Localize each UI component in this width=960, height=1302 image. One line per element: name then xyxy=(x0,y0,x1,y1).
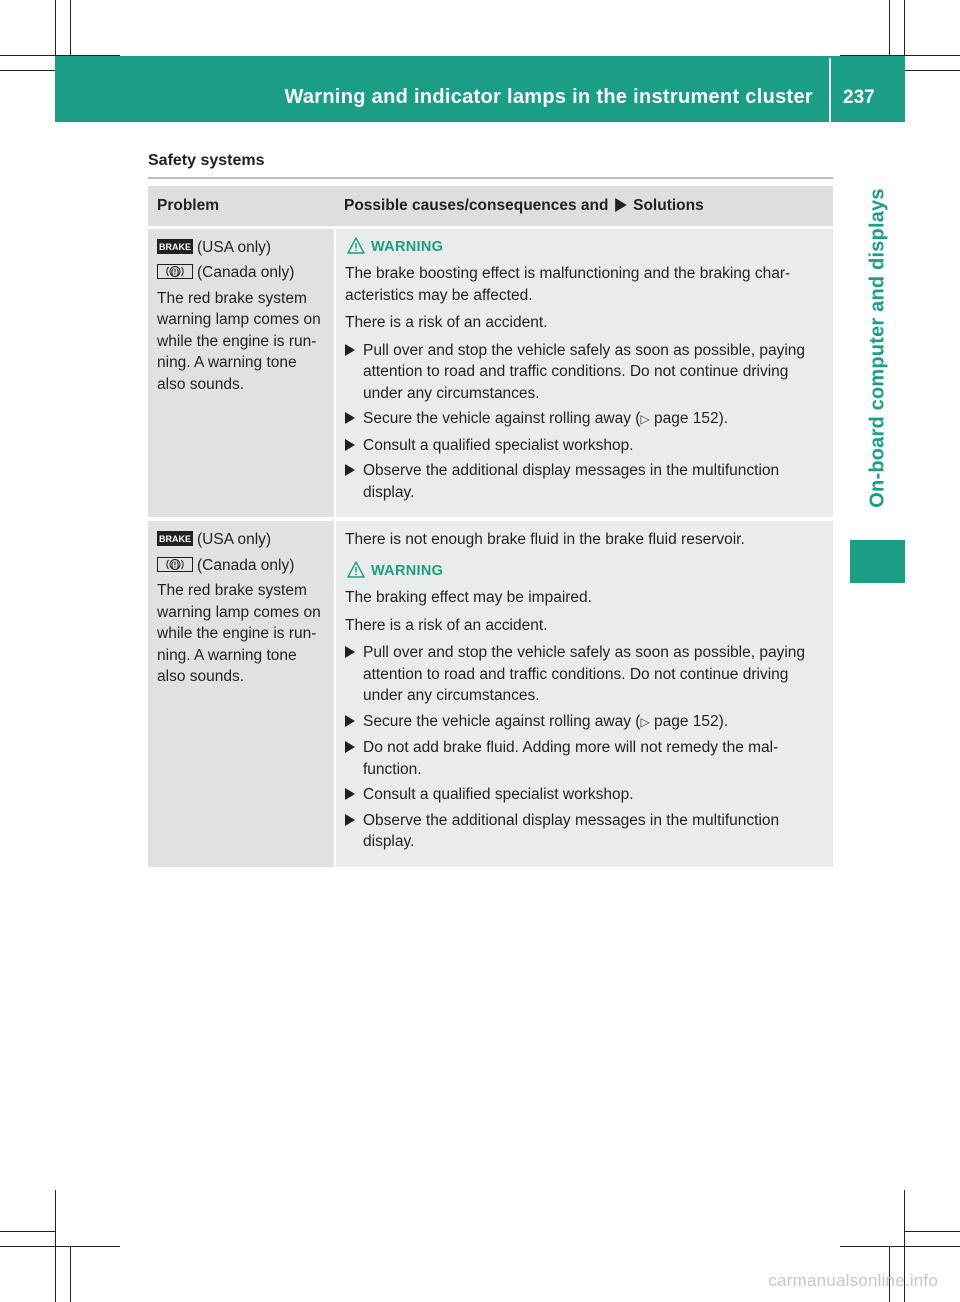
instruction-step xyxy=(345,711,825,734)
canada-only-text: (Canada only) xyxy=(197,556,295,574)
problem-solution-table xyxy=(148,186,833,867)
step-arrow-icon xyxy=(345,646,355,658)
brake-lamp-label: BRAKE xyxy=(158,534,192,544)
crop-mark xyxy=(840,1246,960,1247)
crop-mark xyxy=(70,0,71,55)
step-text: Pull over and stop the vehicle safely as soon as possible, paying attention to road and traffic conditions. Do not continue driving under any circumstances. xyxy=(363,644,806,704)
step-arrow-icon xyxy=(345,788,355,800)
warning-label: WARNING xyxy=(371,562,444,579)
arrow-right-icon xyxy=(615,198,627,212)
column-header-solutions-post: Solutions xyxy=(633,197,704,214)
warning-triangle-icon xyxy=(347,561,365,578)
column-header-solutions xyxy=(335,186,833,227)
page-reference-link[interactable]: page 152). xyxy=(653,410,729,427)
crop-mark xyxy=(0,1231,55,1232)
page-ref-icon: ▷ xyxy=(640,412,650,426)
usa-only-text: (USA only) xyxy=(197,238,272,256)
risk-text: There is a risk of an accident. xyxy=(345,314,548,331)
page-reference-link[interactable]: page 152). xyxy=(653,712,729,730)
instruction-step xyxy=(345,460,825,503)
warning-heading xyxy=(345,237,825,259)
problem-cell xyxy=(148,519,335,867)
crop-mark xyxy=(0,1246,120,1247)
crop-mark xyxy=(905,1231,960,1232)
step-arrow-icon xyxy=(345,715,355,727)
brake-warning-circle-icon xyxy=(157,264,193,279)
brake-lamp-icon xyxy=(157,531,193,546)
table-header-row xyxy=(148,186,833,227)
warning-heading xyxy=(345,561,825,583)
instruction-step xyxy=(345,737,825,780)
warning-text: The braking effect may be impaired. xyxy=(345,589,592,606)
canada-lamp-line xyxy=(157,262,326,284)
step-text: Do not add brake fluid. Adding more will not remedy the mal-function. xyxy=(363,739,779,778)
instruction-step xyxy=(345,784,825,806)
instruction-step xyxy=(345,408,825,431)
step-arrow-icon xyxy=(345,439,355,451)
page-ref-icon: ▷ xyxy=(640,714,650,729)
watermark: carmanualsonline.info xyxy=(768,1271,938,1290)
header-bar xyxy=(55,56,905,122)
step-text: Observe the additional display messages in the multifunction display. xyxy=(363,462,780,501)
step-arrow-icon xyxy=(345,412,355,424)
crop-mark xyxy=(70,1246,71,1302)
warning-label: WARNING xyxy=(371,238,444,255)
cause-text: There is not enough brake fluid in the brake fluid reservoir. xyxy=(345,531,745,548)
usa-only-text: (USA only) xyxy=(197,531,272,548)
instruction-step xyxy=(345,642,825,707)
side-tab-label: On-board computer and displays xyxy=(866,188,889,508)
solution-cell xyxy=(335,519,833,867)
step-text: Consult a qualified specialist workshop. xyxy=(363,436,634,454)
crop-mark xyxy=(889,0,890,55)
crop-mark xyxy=(0,70,55,71)
step-text: Secure the vehicle against rolling away ( xyxy=(363,712,641,730)
section-title: Safety systems xyxy=(148,152,265,169)
section-divider xyxy=(148,177,833,179)
step-text: Secure the vehicle against rolling away ( xyxy=(363,410,641,427)
crop-mark xyxy=(905,70,960,71)
step-text: Consult a qualified specialist workshop. xyxy=(363,786,634,803)
step-arrow-icon xyxy=(345,344,355,356)
brake-lamp-symbol: (!) xyxy=(171,560,179,569)
column-header-problem: Problem xyxy=(148,186,335,227)
step-text: Observe the additional display messages in the multifunction display. xyxy=(363,811,780,850)
table-row xyxy=(148,519,833,867)
table-row xyxy=(148,227,833,519)
warning-text: The brake boosting effect is malfunctioning and the braking char-acteristics may be affected. xyxy=(345,265,791,304)
usa-lamp-line xyxy=(157,237,326,259)
canada-lamp-line xyxy=(157,555,326,577)
crop-mark xyxy=(55,1190,56,1302)
canada-only-text: (Canada only) xyxy=(197,264,295,281)
instruction-step xyxy=(345,435,825,457)
header-separator xyxy=(829,58,831,122)
instruction-step xyxy=(345,810,825,853)
page-number: 237 xyxy=(843,87,875,108)
instruction-step xyxy=(345,340,825,405)
solution-cell xyxy=(335,227,833,519)
brake-warning-circle-icon xyxy=(157,557,193,572)
brake-lamp-label: BRAKE xyxy=(158,241,192,252)
side-tab-marker xyxy=(850,540,905,583)
brake-lamp-icon xyxy=(157,239,193,254)
risk-text: There is a risk of an accident. xyxy=(345,616,548,634)
step-arrow-icon xyxy=(345,814,355,826)
brake-lamp-symbol: (!) xyxy=(171,267,179,277)
problem-cell xyxy=(148,227,335,519)
step-arrow-icon xyxy=(345,464,355,476)
step-text: Pull over and stop the vehicle safely as soon as possible, paying attention to road and traffic conditions. Do not continue driving under any circumstances. xyxy=(363,341,806,402)
usa-lamp-line xyxy=(157,529,326,551)
step-arrow-icon xyxy=(345,741,355,753)
warning-triangle-icon xyxy=(347,237,365,254)
column-header-solutions-pre: Possible causes/consequences and xyxy=(344,197,609,214)
header-title: Warning and indicator lamps in the instrument cluster xyxy=(284,86,813,108)
problem-description: The red brake system warning lamp comes on while the engine is run-ning. A warning tone also sounds. xyxy=(157,582,321,685)
problem-description: The red brake system warning lamp comes on while the engine is run-ning. A warning tone also sounds. xyxy=(157,289,321,393)
